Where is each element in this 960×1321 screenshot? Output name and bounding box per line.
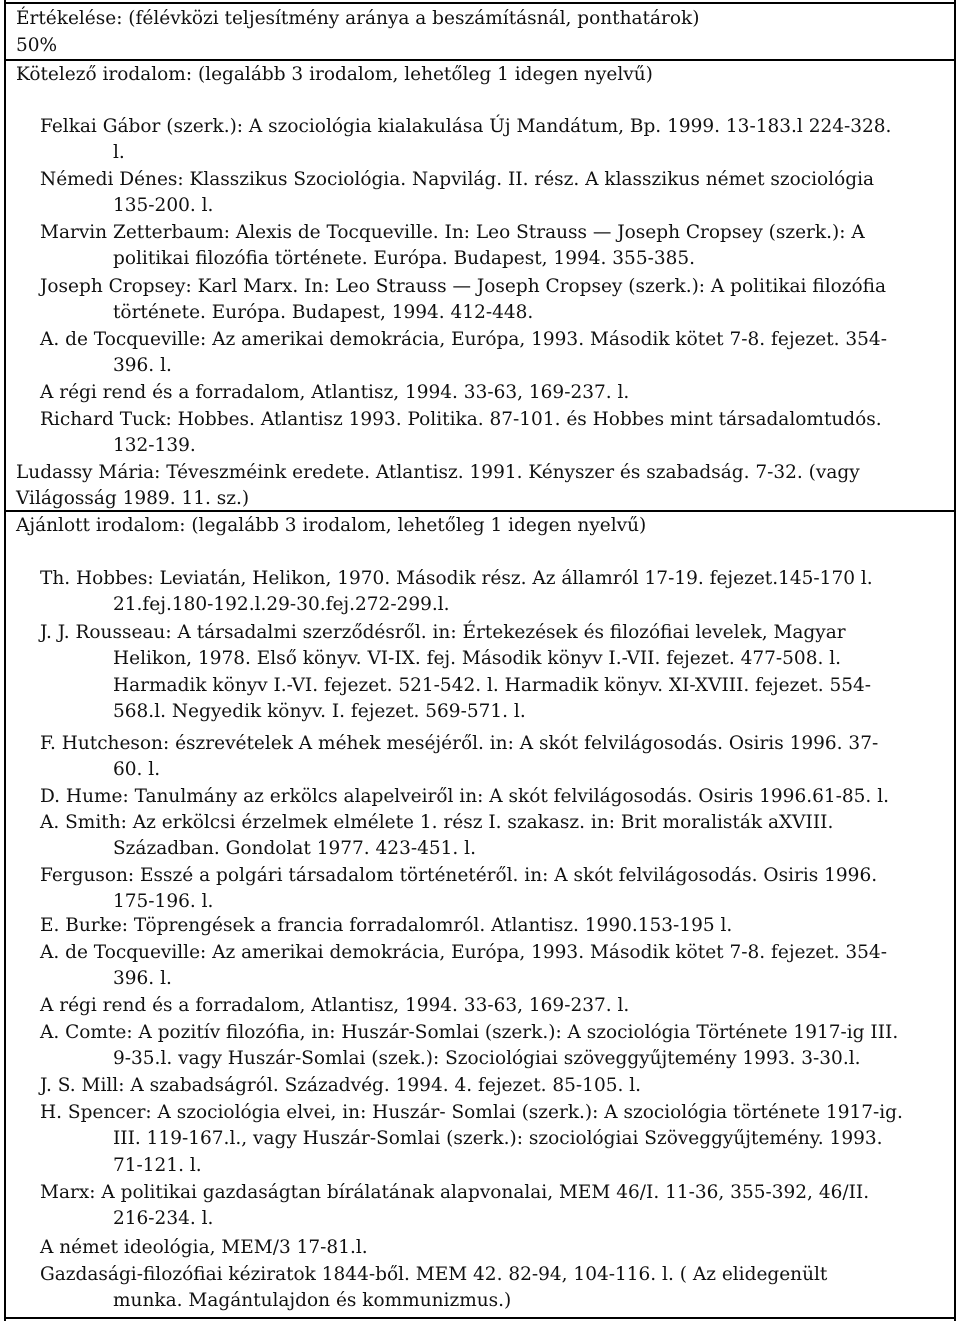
eval-value: 50%	[16, 35, 58, 56]
recommended-entry-line: A német ideológia, MEM/3 17-81.l.	[40, 1237, 368, 1258]
recommended-entry	[40, 566, 924, 619]
recommended-entry	[40, 784, 924, 810]
required-entry	[40, 380, 924, 406]
recommended-entry-line: A. de Tocqueville: Az amerikai demokrácia, Európa, 1993. Második kötet 7-8. fejezet. 354-	[40, 942, 887, 963]
recommended-heading: Ajánlott irodalom: (legalább 3 irodalom, lehetőleg 1 idegen nyelvű)	[16, 515, 647, 536]
ludassy-line2: Világosság 1989. 11. sz.)	[16, 488, 250, 509]
required-entry-line: 396. l.	[113, 355, 172, 377]
required-entry-line: 132-139.	[113, 435, 196, 457]
recommended-entry	[40, 1262, 924, 1315]
recommended-entry-line: Ferguson: Esszé a polgári társadalom történetéről. in: A skót felvilágosodás. Osiris 1996.	[40, 865, 878, 886]
recommended-entry-line: Helikon, 1978. Első könyv. VI-IX. fej. Második könyv I.-VII. fejezet. 477-508. l.	[113, 648, 842, 670]
recommended-entry-line: 21.fej.180-192.l.29-30.fej.272-299.l.	[113, 594, 450, 616]
recommended-entry	[40, 810, 924, 863]
required-entry	[40, 114, 924, 167]
recommended-entry	[40, 1180, 924, 1233]
recommended-entry	[40, 863, 924, 916]
recommended-entry-line: munka. Magántulajdon és kommunizmus.)	[113, 1290, 512, 1312]
required-entry	[40, 274, 924, 327]
recommended-entry-line: III. 119-167.l., vagy Huszár-Somlai (szerk.): szociológiai Szöveggyűjtemény. 1993.	[113, 1128, 883, 1150]
recommended-entry	[40, 1235, 924, 1261]
top-border	[4, 2, 956, 4]
recommended-entry-line: J. S. Mill: A szabadságról. Századvég. 1994. 4. fejezet. 85-105. l.	[40, 1075, 642, 1096]
recommended-entry	[40, 1020, 924, 1073]
required-heading: Kötelező irodalom: (legalább 3 irodalom, lehetőleg 1 idegen nyelvű)	[16, 64, 653, 85]
recommended-entry-line: A. Comte: A pozitív filozófia, in: Huszár-Somlai (szerk.): A szociológia Története 1917-ig III.	[40, 1022, 899, 1043]
required-entry-line: Richard Tuck: Hobbes. Atlantisz 1993. Politika. 87-101. és Hobbes mint társadalomtudós.	[40, 409, 882, 430]
recommended-entry-line: 396. l.	[113, 968, 172, 990]
required-entry-line: Joseph Cropsey: Karl Marx. In: Leo Strauss — Joseph Cropsey (szerk.): A politikai filozófia	[40, 276, 887, 297]
divider-eval	[4, 59, 956, 61]
required-entry-line: Felkai Gábor (szerk.): A szociológia kialakulása Új Mandátum, Bp. 1999. 13-183.l 224-328.	[40, 116, 892, 137]
required-entry	[40, 407, 924, 460]
required-entry-line: l.	[113, 142, 125, 164]
recommended-entry	[40, 940, 924, 993]
required-entry-line: politikai filozófia története. Európa. Budapest, 1994. 355-385.	[113, 248, 696, 270]
recommended-entry	[40, 731, 924, 784]
recommended-entry-line: Harmadik könyv I.-VI. fejezet. 521-542. l. Harmadik könyv. XI-XVIII. fejezet. 554-	[113, 674, 872, 696]
recommended-entry-line: 175-196. l.	[113, 891, 214, 913]
recommended-entry	[40, 993, 924, 1019]
recommended-entry-line: 9-35.l. vagy Huszár-Somlai (szek.): Szociológiai szöveggyűjtemény 1993. 3-30.l.	[113, 1048, 861, 1070]
eval-label: Értékelése: (félévközi teljesítmény aránya a beszámításnál, ponthatárok)	[16, 8, 700, 29]
recommended-entry-line: F. Hutcheson: észrevételek A méhek meséjéről. in: A skót felvilágosodás. Osiris 1996. 37-	[40, 733, 879, 754]
recommended-entry-line: E. Burke: Töprengések a francia forradalomról. Atlantisz. 1990.153-195 l.	[40, 915, 733, 936]
left-border	[4, 0, 6, 1321]
required-entry	[40, 220, 924, 273]
recommended-entry	[40, 1073, 924, 1099]
required-entry-line: Marvin Zetterbaum: Alexis de Tocqueville. In: Leo Strauss — Joseph Cropsey (szerk.): A	[40, 222, 865, 243]
recommended-entry-line: 216-234. l.	[113, 1208, 214, 1230]
recommended-entry-line: 568.l. Negyedik könyv. I. fejezet. 569-571. l.	[113, 700, 526, 722]
required-entry	[40, 327, 924, 380]
recommended-entry-line: 71-121. l.	[113, 1154, 202, 1176]
recommended-entry-line: D. Hume: Tanulmány az erkölcs alapelveiről in: A skót felvilágosodás. Osiris 1996.61-85. l.	[40, 786, 889, 807]
required-entry-line: A régi rend és a forradalom, Atlantisz, 1994. 33-63, 169-237. l.	[40, 382, 630, 403]
bottom-border	[4, 1317, 956, 1319]
recommended-entry-line: H. Spencer: A szociológia elvei, in: Huszár- Somlai (szerk.): A szociológia története 1917-ig.	[40, 1102, 903, 1123]
recommended-entry	[40, 1100, 924, 1179]
ludassy-line1: Ludassy Mária: Téveszméink eredete. Atlantisz. 1991. Kényszer és szabadság. 7-32. (vagy	[16, 462, 860, 483]
right-border	[954, 0, 956, 1321]
required-entry-line: 135-200. l.	[113, 195, 214, 217]
recommended-entry	[40, 620, 924, 725]
recommended-entry-line: J. J. Rousseau: A társadalmi szerződésről. in: Értekezések és filozófiai levelek, Magyar	[40, 622, 846, 643]
recommended-entry-line: A régi rend és a forradalom, Atlantisz, 1994. 33-63, 169-237. l.	[40, 995, 630, 1016]
recommended-entry-line: Th. Hobbes: Leviatán, Helikon, 1970. Második rész. Az államról 17-19. fejezet.145-170 l.	[40, 568, 873, 589]
required-entry-line: története. Európa. Budapest, 1994. 412-448.	[113, 302, 534, 324]
required-entry	[40, 167, 924, 220]
required-entry-line: Némedi Dénes: Klasszikus Szociológia. Napvilág. II. rész. A klasszikus német szociológia	[40, 169, 875, 190]
recommended-entry-line: Marx: A politikai gazdaságtan bírálatának alapvonalai, MEM 46/I. 11-36, 355-392, 46/II.	[40, 1182, 870, 1203]
recommended-entry-line: Gazdasági-filozófiai kéziratok 1844-ből. MEM 42. 82-94, 104-116. l. ( Az elidegenült	[40, 1264, 828, 1285]
recommended-entry	[40, 913, 924, 939]
recommended-entry-line: Században. Gondolat 1977. 423-451. l.	[113, 838, 476, 860]
recommended-entry-line: A. Smith: Az erkölcsi érzelmek elmélete 1. rész I. szakasz. in: Brit moralisták aXVIII.	[40, 812, 834, 833]
recommended-entry-line: 60. l.	[113, 759, 161, 781]
required-entry-line: A. de Tocqueville: Az amerikai demokrácia, Európa, 1993. Második kötet 7-8. fejezet. 354-	[40, 329, 887, 350]
